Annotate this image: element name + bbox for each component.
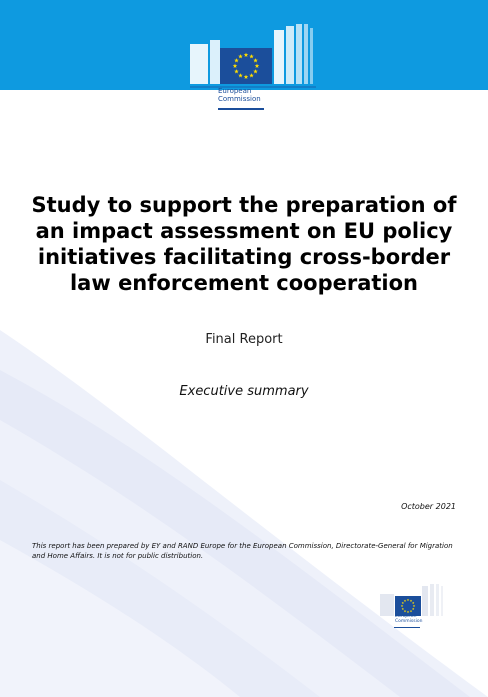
logo-small-line-european: European (395, 614, 417, 619)
logo-line-commission: Commission (218, 95, 261, 103)
document-title: Study to support the preparation of an impact assessment on EU policy initiatives facilitating cross-border law enforcement cooperation (31, 193, 457, 295)
logo-caption-small (395, 614, 435, 624)
document-subtitle: Final Report (205, 332, 283, 347)
logo-underline-small (394, 627, 420, 628)
logo-small-line-commission: Commission (395, 619, 423, 624)
disclaimer-text: This report has been prepared by EY and RAND Europe for the European Commission, Directorate-General for Migration and Home Affairs. It is not for public distribution. (32, 542, 453, 560)
european-commission-logo (188, 22, 322, 118)
logo-line-european: European (218, 87, 252, 95)
logo-caption (218, 87, 288, 103)
european-commission-logo-small (378, 582, 448, 632)
logo-underline (218, 108, 264, 110)
document-date: October 2021 (401, 502, 456, 511)
section-label: Executive summary (179, 384, 309, 399)
